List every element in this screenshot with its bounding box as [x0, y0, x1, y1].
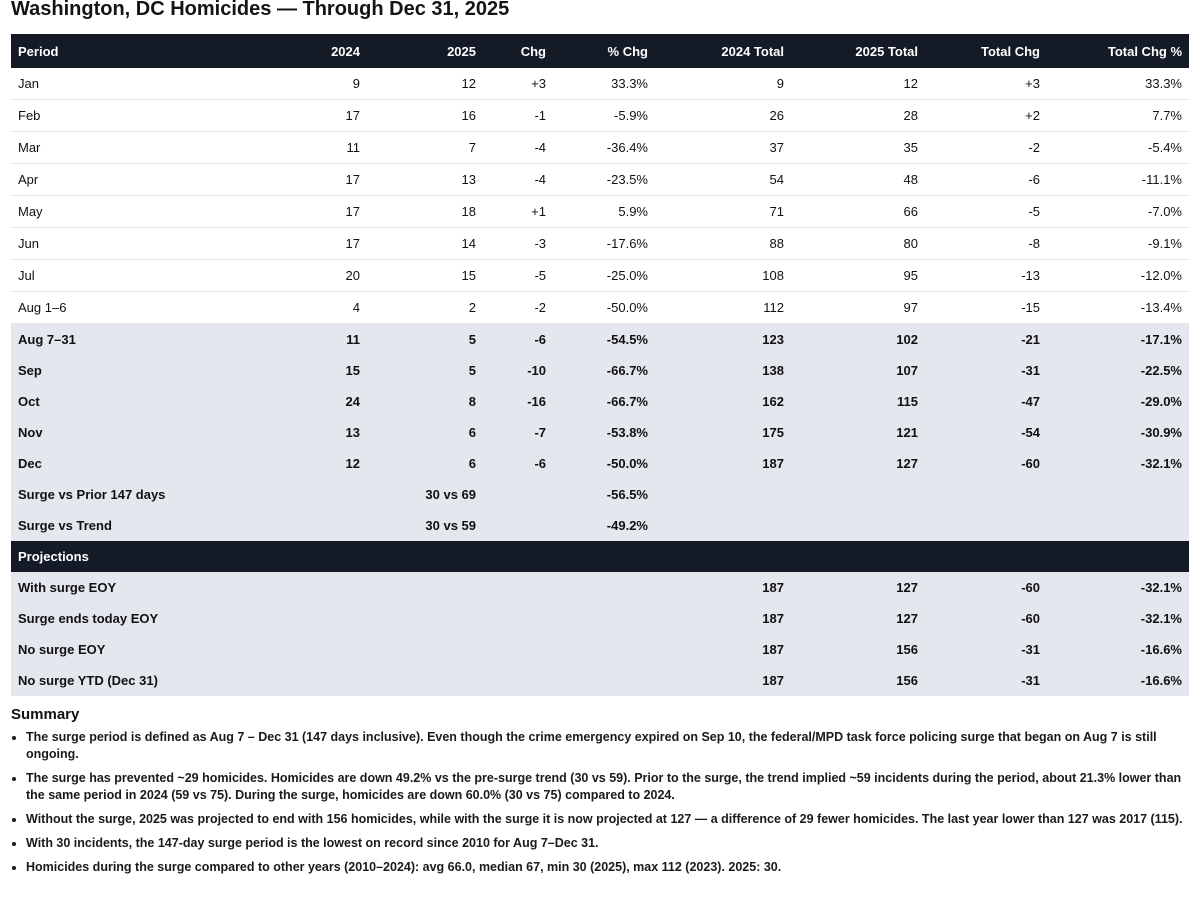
table-cell: 123	[655, 324, 791, 356]
table-cell	[483, 572, 553, 603]
table-cell: 187	[655, 603, 791, 634]
page-title: Washington, DC Homicides — Through Dec 31, 2025	[11, 0, 510, 20]
table-cell: 66	[791, 196, 925, 228]
table-cell	[553, 603, 655, 634]
table-cell	[253, 603, 367, 634]
table-cell: 30 vs 69	[367, 479, 483, 510]
table-cell	[1047, 479, 1189, 510]
section-row	[11, 541, 1189, 572]
table-cell: 95	[791, 260, 925, 292]
table-cell: -47	[925, 386, 1047, 417]
row-label-cell: Surge ends today EOY	[11, 603, 253, 634]
row-label-cell: Aug 7–31	[11, 324, 253, 356]
row-label-cell: Feb	[11, 100, 253, 132]
table-cell: 12	[253, 448, 367, 479]
table-cell: 30 vs 59	[367, 510, 483, 541]
table-cell	[253, 634, 367, 665]
table-cell: -11.1%	[1047, 164, 1189, 196]
column-header-2024-total: 2024 Total	[721, 43, 784, 59]
summary-item: • The surge period is defined as Aug 7 – Dec 31 (147 days inclusive). Even though the crime emergency expired on Sep 10, the federal/MPD task force policing surge that began on Aug 7 is still ongoing.	[26, 729, 1189, 763]
table-cell: -8	[925, 228, 1047, 260]
table-row	[11, 448, 1189, 479]
table-cell: -23.5%	[553, 164, 655, 196]
table-cell	[253, 665, 367, 696]
table-cell: -5	[483, 260, 553, 292]
table-cell: -22.5%	[1047, 355, 1189, 386]
table-cell	[367, 541, 483, 572]
table-cell: +3	[483, 68, 553, 100]
row-label-cell: Nov	[11, 417, 253, 448]
table-cell: 102	[791, 324, 925, 356]
table-cell: 162	[655, 386, 791, 417]
table-cell: -17.6%	[553, 228, 655, 260]
table-row	[11, 665, 1189, 696]
table-cell	[483, 634, 553, 665]
table-cell	[553, 541, 655, 572]
table-cell: 33.3%	[1047, 68, 1189, 100]
table-cell	[925, 510, 1047, 541]
table-cell: -56.5%	[553, 479, 655, 510]
table-cell: 5.9%	[553, 196, 655, 228]
table-cell: 9	[253, 68, 367, 100]
table-cell: 187	[655, 665, 791, 696]
table-cell: -6	[483, 448, 553, 479]
table-cell: 2	[367, 292, 483, 324]
table-cell: -17.1%	[1047, 324, 1189, 356]
table-cell: 4	[253, 292, 367, 324]
table-cell: -54	[925, 417, 1047, 448]
table-row	[11, 260, 1189, 292]
table-cell: 11	[253, 324, 367, 356]
table-cell: 107	[791, 355, 925, 386]
table-cell: -2	[483, 292, 553, 324]
table-cell: -31	[925, 665, 1047, 696]
table-cell	[655, 479, 791, 510]
table-cell: 18	[367, 196, 483, 228]
table-cell: 26	[655, 100, 791, 132]
table-body	[11, 68, 1189, 696]
table-row	[11, 510, 1189, 541]
table-cell	[791, 510, 925, 541]
table-cell: 112	[655, 292, 791, 324]
summary-heading: Summary	[11, 706, 80, 723]
row-label-cell: Projections	[11, 541, 253, 572]
table-cell: -2	[925, 132, 1047, 164]
table-cell: -25.0%	[553, 260, 655, 292]
summary-item: • Homicides during the surge compared to other years (2010–2024): avg 66.0, median 67, min 30 (2025), max 112 (2023). 2025: 30.	[26, 859, 1189, 876]
summary-section	[11, 706, 1189, 876]
table-cell: 54	[655, 164, 791, 196]
table-row	[11, 479, 1189, 510]
table-cell: -66.7%	[553, 355, 655, 386]
table-cell: -15	[925, 292, 1047, 324]
table-cell	[253, 572, 367, 603]
table-row	[11, 68, 1189, 100]
table-cell	[483, 479, 553, 510]
table-cell	[367, 634, 483, 665]
table-cell	[483, 665, 553, 696]
table-row	[11, 100, 1189, 132]
row-label-cell: Aug 1–6	[11, 292, 253, 324]
table-cell	[655, 510, 791, 541]
column-header-period: Period	[18, 43, 59, 59]
table-cell: 15	[253, 355, 367, 386]
table-cell: -54.5%	[553, 324, 655, 356]
table-cell: -4	[483, 164, 553, 196]
summary-item: • Without the surge, 2025 was projected to end with 156 homicides, while with the surge it is now projected at 127 — a difference of 29 fewer homicides. The last year lower than 127 was 2017 (115).	[26, 811, 1189, 828]
table-cell	[367, 665, 483, 696]
table-cell: 156	[791, 665, 925, 696]
table-cell: 7.7%	[1047, 100, 1189, 132]
table-cell: 88	[655, 228, 791, 260]
table-cell: -7	[483, 417, 553, 448]
table-cell	[553, 572, 655, 603]
table-cell: -32.1%	[1047, 448, 1189, 479]
table-cell: 13	[253, 417, 367, 448]
table-cell: 127	[791, 448, 925, 479]
column-header-chg: Chg	[520, 43, 546, 59]
table-cell: -49.2%	[553, 510, 655, 541]
table-cell: -29.0%	[1047, 386, 1189, 417]
table-row	[11, 228, 1189, 260]
table-cell: 17	[253, 164, 367, 196]
table-cell: 6	[367, 417, 483, 448]
table-cell: 187	[655, 634, 791, 665]
table-cell: 97	[791, 292, 925, 324]
table-cell: -16.6%	[1047, 634, 1189, 665]
table-cell: -5	[925, 196, 1047, 228]
table-cell: 187	[655, 448, 791, 479]
row-label-cell: With surge EOY	[11, 572, 253, 603]
table-cell: -21	[925, 324, 1047, 356]
row-label-cell: Mar	[11, 132, 253, 164]
table-cell: -60	[925, 448, 1047, 479]
row-label-cell: Jul	[11, 260, 253, 292]
table-cell: 7	[367, 132, 483, 164]
table-cell: +3	[925, 68, 1047, 100]
table-cell: 156	[791, 634, 925, 665]
table-cell: -32.1%	[1047, 572, 1189, 603]
table-cell: 20	[253, 260, 367, 292]
table-row	[11, 132, 1189, 164]
row-label-cell: May	[11, 196, 253, 228]
table-cell: 121	[791, 417, 925, 448]
table-cell: -7.0%	[1047, 196, 1189, 228]
table-cell: 14	[367, 228, 483, 260]
row-label-cell: No surge EOY	[11, 634, 253, 665]
table-cell: 9	[655, 68, 791, 100]
table-cell: -3	[483, 228, 553, 260]
table-cell	[367, 603, 483, 634]
row-label-cell: Jan	[11, 68, 253, 100]
column-header-total-chg-pct: Total Chg %	[1107, 43, 1182, 59]
row-label-cell: Surge vs Prior 147 days	[11, 479, 253, 510]
table-cell	[483, 510, 553, 541]
summary-list	[11, 729, 1189, 876]
table-cell: -50.0%	[553, 292, 655, 324]
table-cell: 37	[655, 132, 791, 164]
table-cell: -60	[925, 572, 1047, 603]
table-cell: 175	[655, 417, 791, 448]
column-header-total-chg: Total Chg	[981, 43, 1040, 59]
table-cell	[925, 541, 1047, 572]
table-cell: -32.1%	[1047, 603, 1189, 634]
table-cell: 5	[367, 324, 483, 356]
table-row	[11, 386, 1189, 417]
table-cell	[655, 541, 791, 572]
row-label-cell: Surge vs Trend	[11, 510, 253, 541]
table-cell: -30.9%	[1047, 417, 1189, 448]
table-cell: -31	[925, 634, 1047, 665]
table-cell: -16	[483, 386, 553, 417]
table-cell	[1047, 541, 1189, 572]
row-label-cell: Oct	[11, 386, 253, 417]
summary-item: • The surge has prevented ~29 homicides. Homicides are down 49.2% vs the pre-surge trend (30 vs 59). Prior to the surge, the trend implied ~59 incidents during the period, about 21.3% lower than the same period in 2024 (59 vs 75). During the surge, homicides are down 60.0% (30 vs 75) compared to 2024.	[26, 770, 1189, 804]
table-cell: -36.4%	[553, 132, 655, 164]
table-cell: 12	[791, 68, 925, 100]
table-cell: 48	[791, 164, 925, 196]
table-cell: -5.4%	[1047, 132, 1189, 164]
table-row	[11, 292, 1189, 324]
table-cell: 6	[367, 448, 483, 479]
table-cell	[367, 572, 483, 603]
table-cell	[253, 479, 367, 510]
column-header-2025-total: 2025 Total	[855, 43, 918, 59]
table-cell	[1047, 510, 1189, 541]
table-cell	[553, 665, 655, 696]
row-label-cell: Jun	[11, 228, 253, 260]
table-cell: -1	[483, 100, 553, 132]
table-header-row	[11, 34, 1189, 68]
table-cell	[253, 541, 367, 572]
table-cell: +2	[925, 100, 1047, 132]
table-cell: 28	[791, 100, 925, 132]
table-cell: 17	[253, 196, 367, 228]
column-header-2025: 2025	[447, 43, 476, 59]
column-header-pct-chg: % Chg	[607, 43, 648, 59]
table-cell: -50.0%	[553, 448, 655, 479]
table-cell: 35	[791, 132, 925, 164]
table-cell	[791, 479, 925, 510]
table-row	[11, 164, 1189, 196]
table-cell: 127	[791, 572, 925, 603]
table-cell: 24	[253, 386, 367, 417]
table-cell: 13	[367, 164, 483, 196]
table-cell: -10	[483, 355, 553, 386]
table-cell	[253, 510, 367, 541]
table-cell: -16.6%	[1047, 665, 1189, 696]
table-cell: -31	[925, 355, 1047, 386]
table-cell: 138	[655, 355, 791, 386]
table-cell	[553, 634, 655, 665]
table-cell: -13	[925, 260, 1047, 292]
table-row	[11, 603, 1189, 634]
table-cell: 12	[367, 68, 483, 100]
table-cell: +1	[483, 196, 553, 228]
table-cell: -9.1%	[1047, 228, 1189, 260]
row-label-cell: Apr	[11, 164, 253, 196]
table-cell	[925, 479, 1047, 510]
table-cell	[791, 541, 925, 572]
table-cell: 71	[655, 196, 791, 228]
table-cell: 127	[791, 603, 925, 634]
table-cell: -60	[925, 603, 1047, 634]
table-cell: 11	[253, 132, 367, 164]
table-cell: -53.8%	[553, 417, 655, 448]
table-cell: 108	[655, 260, 791, 292]
table-row	[11, 417, 1189, 448]
table-cell: -6	[483, 324, 553, 356]
table-cell: 16	[367, 100, 483, 132]
table-cell	[483, 541, 553, 572]
table-cell: -4	[483, 132, 553, 164]
table-cell: -12.0%	[1047, 260, 1189, 292]
table-row	[11, 572, 1189, 603]
table-cell: 8	[367, 386, 483, 417]
table-cell: 187	[655, 572, 791, 603]
table-cell: 5	[367, 355, 483, 386]
table-cell: 17	[253, 228, 367, 260]
table-row	[11, 634, 1189, 665]
row-label-cell: Dec	[11, 448, 253, 479]
row-label-cell: Sep	[11, 355, 253, 386]
table-cell: 15	[367, 260, 483, 292]
table-cell: -5.9%	[553, 100, 655, 132]
table-row	[11, 355, 1189, 386]
homicides-table	[11, 34, 1189, 696]
column-header-2024: 2024	[331, 43, 360, 59]
table-cell: -6	[925, 164, 1047, 196]
row-label-cell: No surge YTD (Dec 31)	[11, 665, 253, 696]
table-cell: -66.7%	[553, 386, 655, 417]
table-cell: 17	[253, 100, 367, 132]
table-cell: 115	[791, 386, 925, 417]
summary-item: • With 30 incidents, the 147-day surge period is the lowest on record since 2010 for Aug 7–Dec 31.	[26, 835, 1189, 852]
table-cell	[483, 603, 553, 634]
table-row	[11, 324, 1189, 356]
table-cell: 33.3%	[553, 68, 655, 100]
table-cell: 80	[791, 228, 925, 260]
table-cell: -13.4%	[1047, 292, 1189, 324]
table-row	[11, 196, 1189, 228]
